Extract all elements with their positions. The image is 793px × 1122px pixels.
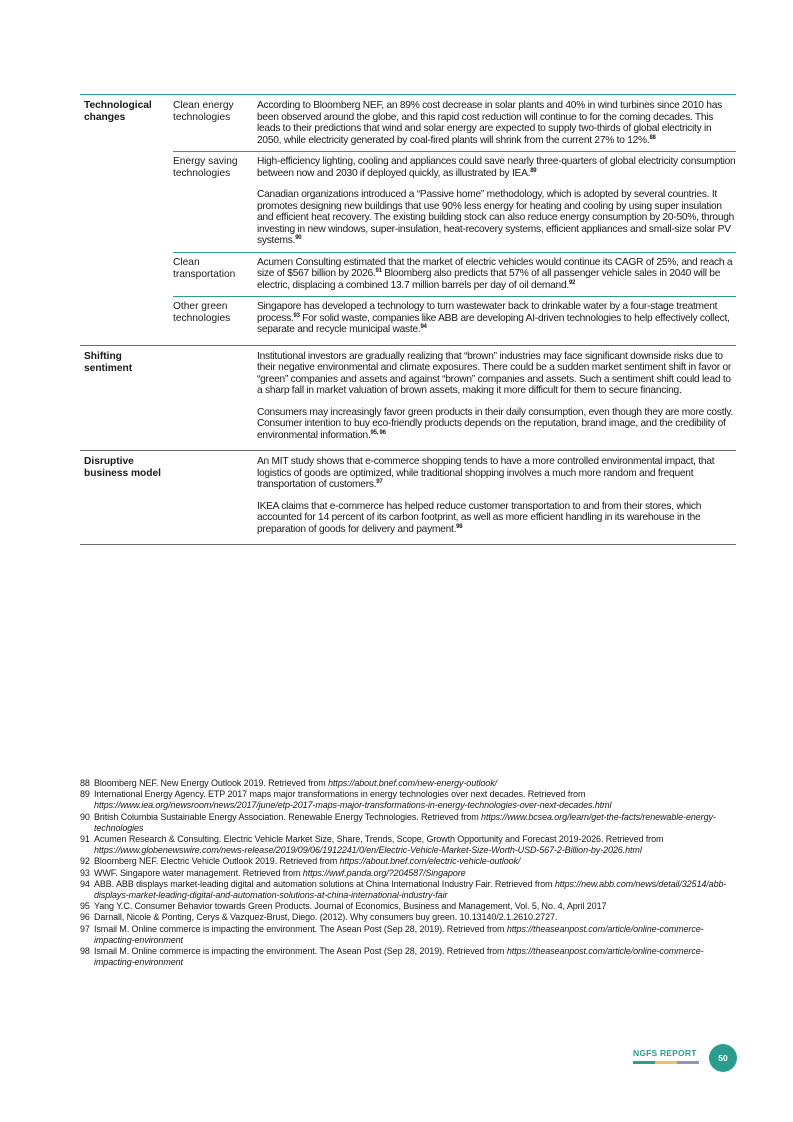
footnote-item <box>80 901 740 912</box>
group-rows <box>173 350 736 447</box>
paragraph <box>257 407 736 442</box>
footnote-ref: 88 <box>649 134 656 141</box>
footnote-url: https://theaseanpost.com/article/online-commerce-impacting-environment <box>94 946 704 968</box>
footnote-item <box>80 946 740 968</box>
footer-color-bar <box>633 1061 699 1064</box>
group-rows <box>173 99 736 341</box>
table-row <box>173 99 736 151</box>
footnote-text: Ismail M. Online commerce is impacting the environment. The Asean Post (Sep 28, 2019). Retrieved from <box>94 923 507 934</box>
footnote-body <box>94 789 740 811</box>
subcategory-label <box>173 456 257 535</box>
footer-bar-segment <box>655 1061 677 1064</box>
footnote-ref: 90 <box>295 235 302 241</box>
footnote-number: 91 <box>80 834 90 845</box>
paragraph <box>257 156 736 179</box>
footnote-text: Bloomberg NEF. New Energy Outlook 2019. Retrieved from <box>94 778 329 788</box>
footnote-item <box>80 879 740 901</box>
footnote-url: https://about.bnef.com/new-energy-outlook/ <box>328 778 498 788</box>
table-group <box>80 95 736 346</box>
paragraph-text: For solid waste, companies like ABB are developing AI-driven technologies to help effectively collect, separate and recycle municipal waste. <box>257 312 730 335</box>
table-row <box>173 296 736 341</box>
paragraph-text: Institutional investors are gradually realizing that “brown” industries may face significant downside risks due to their negative environmental and climate exposures. There could be a sudden market sentiment shift in favor or “green” companies and assets and against “brown” companies and assets. Such a sentiment shift could lead to a sharp fall in market valuation of brown assets, making it more difficult for them to secure financing. <box>257 350 732 396</box>
group-rows <box>173 455 736 540</box>
footnote-number: 94 <box>80 878 90 889</box>
subcategory-label <box>173 351 257 442</box>
description-cell <box>257 100 736 146</box>
footnote-body <box>94 778 740 789</box>
paragraph <box>257 351 736 397</box>
footnote-text: WWF. Singapore water management. Retrieved from <box>94 867 303 878</box>
table-row <box>173 455 736 540</box>
subcategory-label: Other green technologies <box>173 301 231 324</box>
footnote-item <box>80 812 740 834</box>
footnote-item <box>80 912 740 923</box>
footnote-body <box>94 912 740 923</box>
footnote-url: https://www.iea.org/newsroom/news/2017/june/etp-2017-maps-major-transformations-in-energy-technologies-over-next-decades.html <box>94 800 612 811</box>
paragraph-text: Consumers may increasingly favor green products in their daily consumption, even though they are more costly. Consumer intention to buy eco-friendly products depends on the reputation, brand image, and the credibility of environmental information. <box>257 406 733 441</box>
table-group <box>80 346 736 452</box>
footnote-text: Darnall, Nicole & Ponting, Cerys & Vazquez-Brust, Diego. (2012). Why consumers buy green. 10.13140/2.1.2610.2727. <box>94 912 558 923</box>
footnote-ref: 94 <box>420 324 427 330</box>
footnote-text: International Energy Agency. ETP 2017 maps major transformations in energy technologies over next decades. Retrieved from <box>94 789 586 800</box>
paragraph-text: IKEA claims that e-commerce has helped reduce customer transportation to and from their stores, which accounted for 14 percent of its carbon footprint, as well as more efficient handling in its warehouse in the preparation of goods for delivery and payment. <box>257 500 702 535</box>
paragraph-text: Acumen Consulting estimated that the market of electric vehicles would continue its CAGR of 25%, and reach a size of $567 billion by 2026. <box>257 256 733 279</box>
footnote-number: 90 <box>80 811 90 822</box>
report-label: NGFS REPORT <box>633 1048 697 1058</box>
footnote-body <box>94 879 740 901</box>
description-cell <box>257 301 736 336</box>
footnotes <box>80 778 740 968</box>
footnote-item <box>80 789 740 811</box>
description-cell <box>257 456 736 535</box>
footnote-ref: 93 <box>293 312 300 319</box>
paragraph <box>257 501 736 536</box>
risk-drivers-table <box>80 94 736 545</box>
footnote-number: 96 <box>80 912 90 923</box>
footnote-ref: 95, 96 <box>370 429 386 436</box>
footnote-item <box>80 868 740 879</box>
description-cell <box>257 351 736 442</box>
footnote-text: Acumen Research & Consulting. Electric Vehicle Market Size, Share, Trends, Scope, Growth Opportunity and Forecast 2019-2026. Retrieved from <box>94 834 664 845</box>
table-row <box>173 350 736 447</box>
paragraph-text: High-efficiency lighting, cooling and appliances could save nearly three-quarters of global electricity consumption between now and 2030 if deployed quickly, as illustrated by IEA. <box>257 156 736 179</box>
footnote-body <box>94 812 740 834</box>
paragraph <box>257 189 736 247</box>
footnote-ref: 97 <box>376 479 383 485</box>
subcategory-label: Energy saving technologies <box>173 156 238 179</box>
footnote-number: 89 <box>80 789 90 800</box>
page-number: 50 <box>709 1044 737 1072</box>
footnote-url: https://new.abb.com/news/detail/32514/abb-displays-market-leading-digital-and-automation-solutions-at-china-international-industry-fair <box>94 878 727 901</box>
footer-bar-segment <box>633 1061 655 1064</box>
description-cell <box>257 156 736 247</box>
footnote-url: https://theaseanpost.com/article/online-commerce-impacting-environment <box>94 923 704 945</box>
category-label: Technological changes <box>84 100 152 123</box>
footnote-url: https://www.globenewswire.com/news-release/2019/09/06/1912241/0/en/Electric-Vehicle-Market-Size-Worth-USD-567-2-Billion-by-2026.html <box>94 845 642 856</box>
paragraph-text: Bloomberg also predicts that 57% of all passenger vehicle sales in 2040 will be electric, displacing a combined 13.7 million barrels per day of oil demand. <box>257 268 721 291</box>
footnote-number: 97 <box>80 923 90 934</box>
footnote-body <box>94 901 740 912</box>
footnote-url: https://wwf.panda.org/?204587/Singapore <box>302 867 466 878</box>
table-row <box>173 252 736 297</box>
footnote-body <box>94 924 740 946</box>
footnote-number: 93 <box>80 867 90 878</box>
footnote-item <box>80 856 740 867</box>
footnote-ref: 89 <box>530 167 537 174</box>
footnote-ref: 91 <box>375 268 382 274</box>
category-label: Disruptive business model <box>84 456 161 479</box>
paragraph-text: An MIT study shows that e-commerce shopping tends to have a more controlled environmental impact, that logistics of goods are optimized, while traditional shopping involves a much more random and frequent transportation of customers. <box>257 456 715 490</box>
footnote-number: 95 <box>80 901 90 912</box>
footnote-text: Bloomberg NEF. Electric Vehicle Outlook 2019. Retrieved from <box>94 856 340 867</box>
paragraph <box>257 257 736 292</box>
footnote-body <box>94 834 740 856</box>
footnote-item <box>80 778 740 789</box>
page-footer <box>633 1044 743 1074</box>
paragraph <box>257 301 736 336</box>
footnote-item <box>80 834 740 856</box>
paragraph-text: According to Bloomberg NEF, an 89% cost decrease in solar plants and 40% in wind turbines since 2010 has been observed around the globe, and this rapid cost reduction will continue to for the coming decades. This leads to their predictions that wind and solar energy are expected to supply two-thirds of global electricity in 2050, while electricity generated by coal-fired plants will shrink from the current 27% to 12%. <box>257 100 722 146</box>
footnote-ref: 92 <box>568 279 576 286</box>
paragraph-text: Singapore has developed a technology to turn wastewater back to drinkable water by a four-stage treatment process. <box>257 301 718 324</box>
footnote-body <box>94 856 740 867</box>
footnote-url: https://about.bnef.com/electric-vehicle-outlook/ <box>339 856 521 867</box>
footnote-url: https://www.bcsea.org/learn/get-the-facts/renewable-energy-technologies <box>94 811 716 833</box>
paragraph <box>257 100 736 146</box>
footnote-text: ABB. ABB displays market-leading digital and automation solutions at China International Industry Fair. Retrieved from <box>94 878 555 889</box>
footnote-text: Ismail M. Online commerce is impacting the environment. The Asean Post (Sep 28, 2019). Retrieved from <box>94 946 507 957</box>
paragraph-text: Canadian organizations introduced a “Passive home” methodology, which is adopted by several countries. It promotes designing new buildings that use 90% less energy for heating and cooling by using super insulation and efficient heat recovery. The existing building stock can also reduce energy consumption by 20-50%, through investing in new windows, super-insulation, heat-recovery systems, efficient appliances and small-size solar PV systems. <box>257 189 735 246</box>
footnote-body <box>94 868 740 879</box>
footnote-number: 88 <box>80 778 90 788</box>
footnote-body <box>94 946 740 968</box>
footnote-number: 98 <box>80 946 90 957</box>
subcategory-label: Clean energy technologies <box>173 100 234 123</box>
description-cell <box>257 257 736 292</box>
table-group <box>80 451 736 545</box>
subcategory-label: Clean transportation <box>173 256 236 280</box>
footer-bar-segment <box>677 1061 699 1064</box>
footnote-number: 92 <box>80 856 90 867</box>
footnote-text: British Columbia Sustainable Energy Association. Renewable Energy Technologies. Retrieved from <box>94 811 482 822</box>
paragraph <box>257 456 736 491</box>
table-row <box>173 151 736 252</box>
footnote-item <box>80 924 740 946</box>
footnote-text: Yang Y.C. Consumer Behavior towards Green Products. Journal of Economics, Business and Management, Vol. 5, No. 4, April 2017 <box>94 901 607 912</box>
category-label: Shifting sentiment <box>84 350 133 374</box>
footnote-ref: 98 <box>456 523 463 530</box>
